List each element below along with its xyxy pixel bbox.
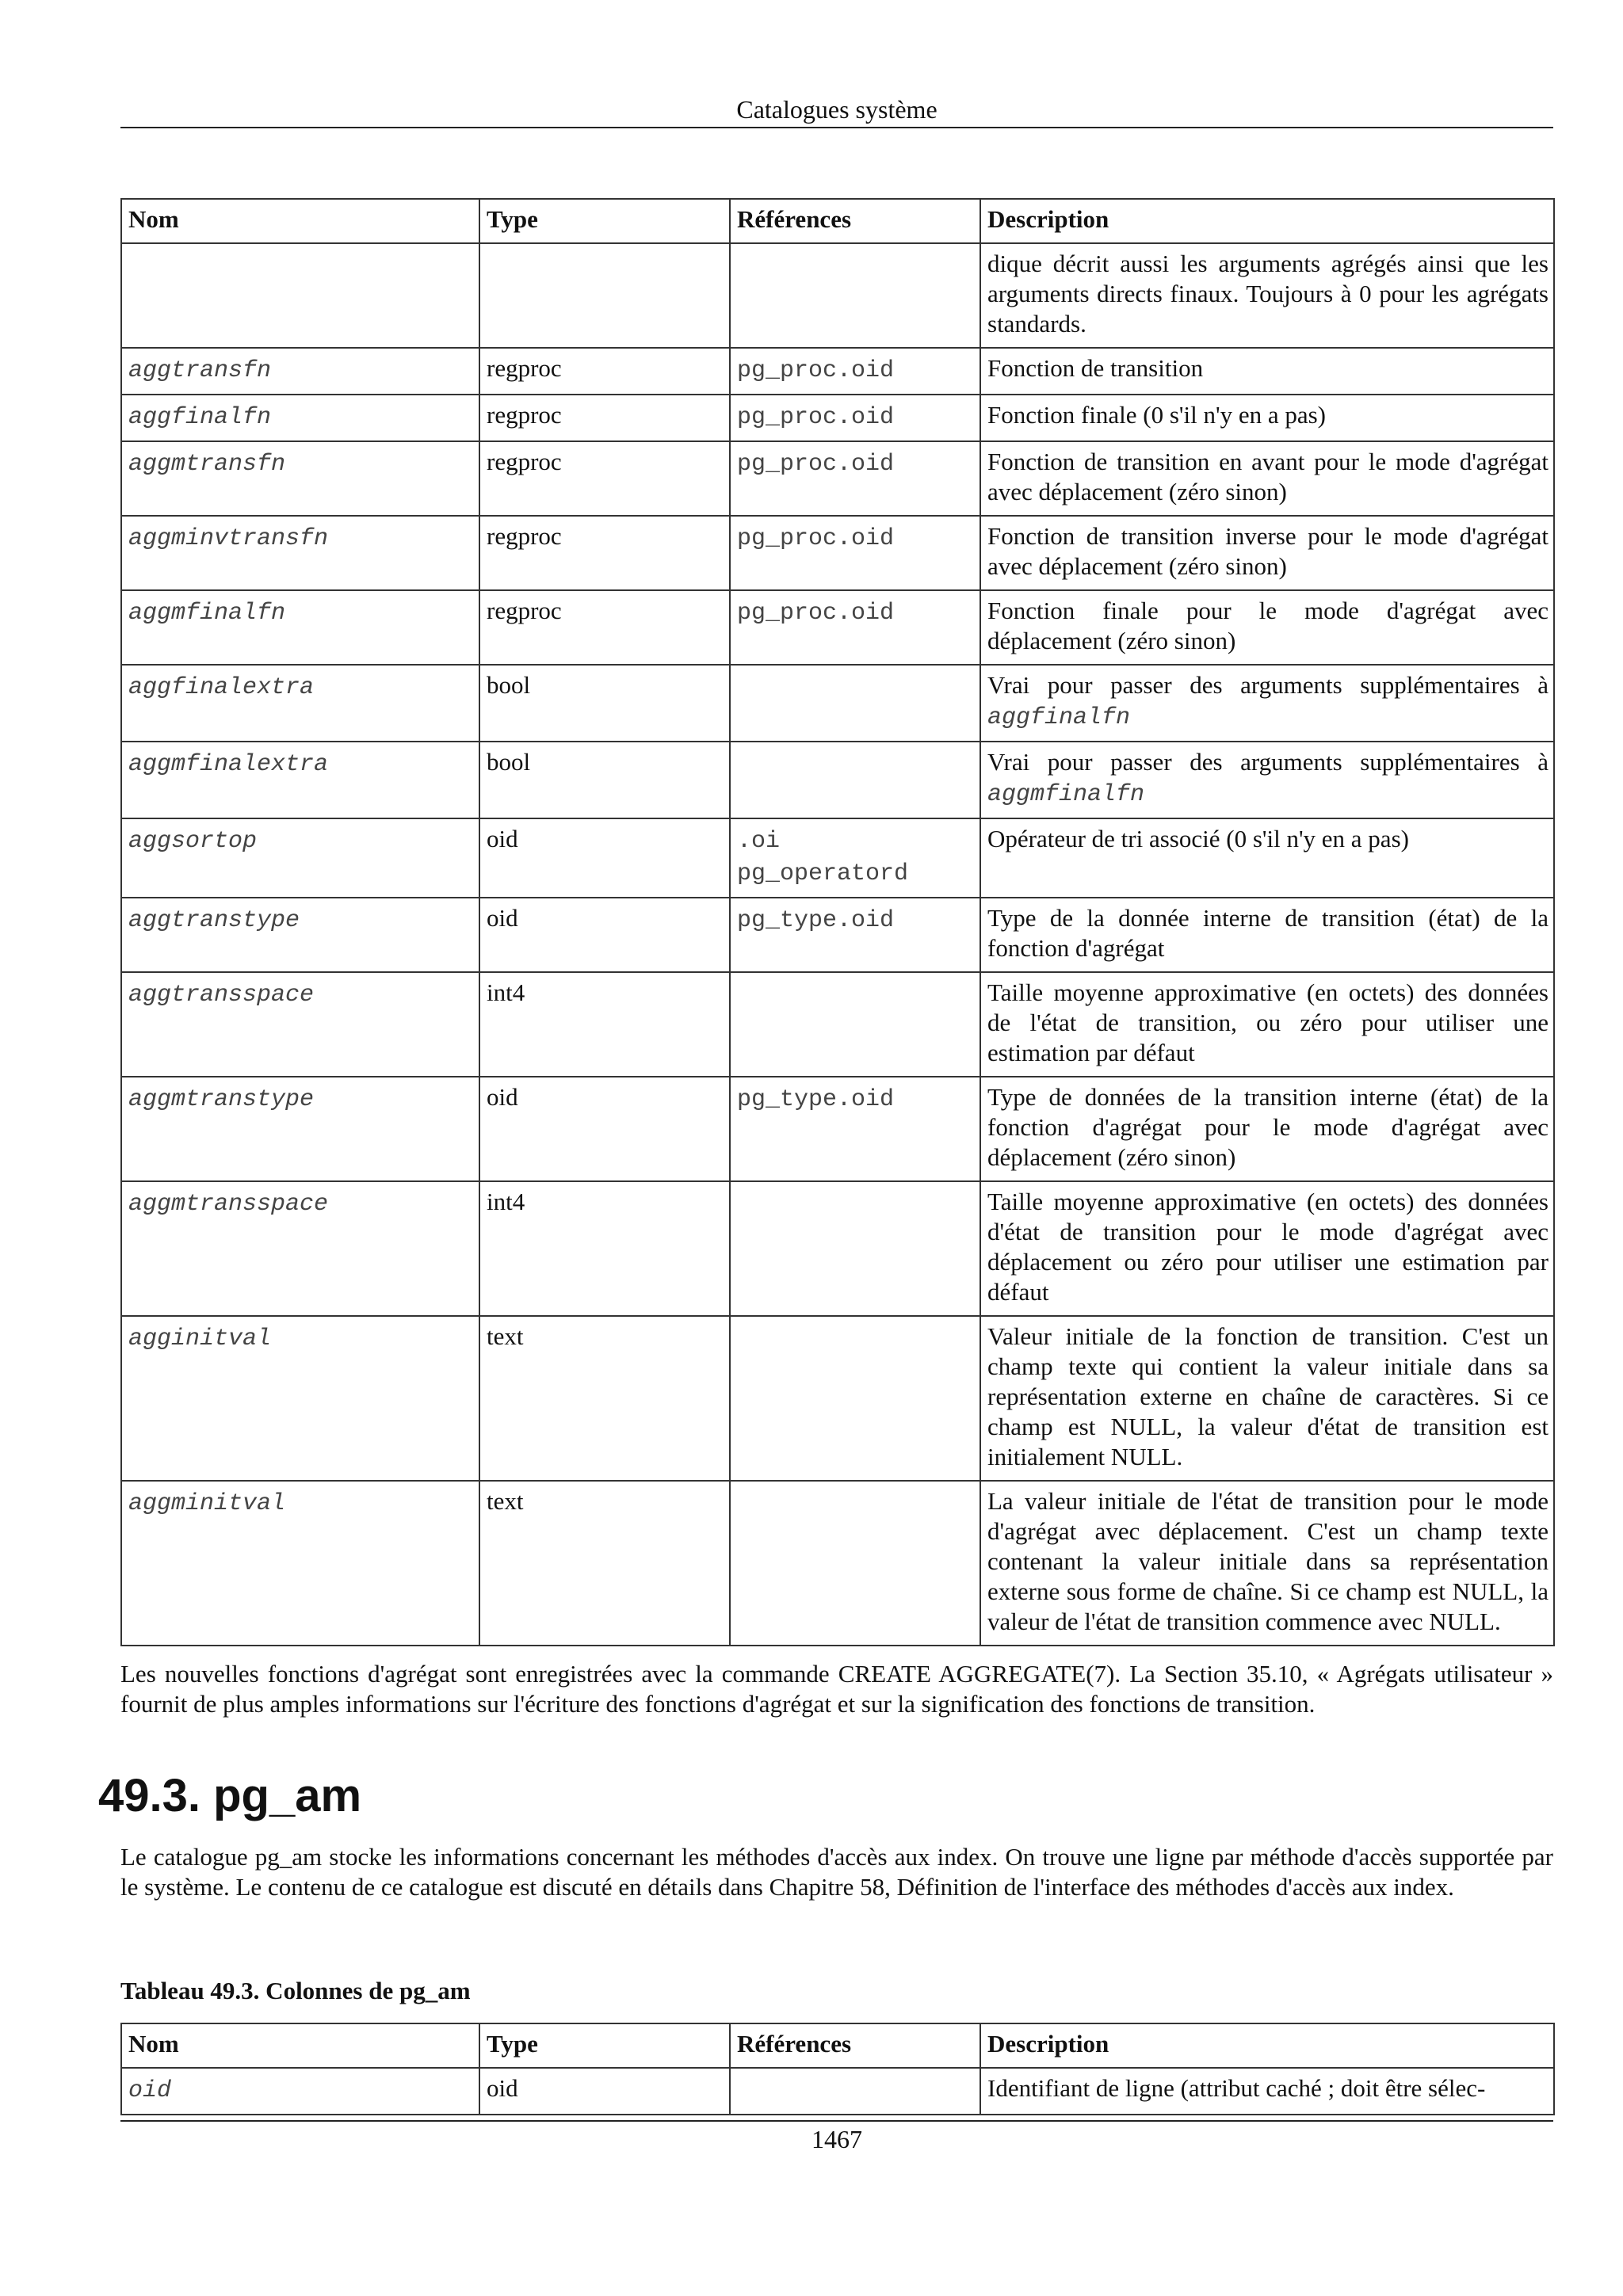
cell-name: aggminitval — [121, 1481, 479, 1646]
cell-name: aggtranstype — [121, 898, 479, 972]
cell-type: regproc — [479, 395, 730, 441]
cell-type — [479, 243, 730, 348]
cell-description: Fonction finale (0 s'il n'y en a pas) — [980, 395, 1554, 441]
column-header-type: Type — [479, 199, 730, 243]
cell-references — [730, 1181, 980, 1316]
table-row — [121, 1481, 1554, 1646]
column-header-references: Références — [730, 199, 980, 243]
cell-references — [730, 1481, 980, 1646]
table-row — [121, 1077, 1554, 1181]
section-heading: 49.3. pg_am — [98, 1770, 362, 1821]
cell-description: Vrai pour passer des arguments supplémentaires à aggmfinalfn — [980, 742, 1554, 818]
cell-name: aggtransfn — [121, 348, 479, 395]
cell-type: oid — [479, 818, 730, 898]
cell-description: Vrai pour passer des arguments supplémentaires à aggfinalfn — [980, 665, 1554, 742]
table-row — [121, 348, 1554, 395]
cell-type: int4 — [479, 1181, 730, 1316]
cell-description: Type de la donnée interne de transition (état) de la fonction d'agrégat — [980, 898, 1554, 972]
footer-divider — [120, 2120, 1553, 2122]
cell-description: Fonction de transition — [980, 348, 1554, 395]
cell-name: aggminvtransfn — [121, 516, 479, 590]
column-header-references: Références — [730, 2023, 980, 2068]
cell-references: pg_proc.oid — [730, 348, 980, 395]
page-number: 1467 — [812, 2125, 862, 2153]
cell-references: pg_proc.oid — [730, 516, 980, 590]
table-caption: Tableau 49.3. Colonnes de pg_am — [120, 1977, 471, 2004]
cell-type: regproc — [479, 441, 730, 516]
cell-type: oid — [479, 1077, 730, 1181]
table-row — [121, 590, 1554, 665]
cell-references: pg_type.oid — [730, 898, 980, 972]
table-row — [121, 441, 1554, 516]
running-header: Catalogues système — [736, 95, 938, 124]
cell-description: Identifiant de ligne (attribut caché ; doit être sélec- — [980, 2068, 1554, 2115]
cell-type: text — [479, 1481, 730, 1646]
header-divider — [120, 127, 1553, 128]
cell-description: Valeur initiale de la fonction de transition. C'est un champ texte qui contient la valeur initiale dans sa représentation externe en chaîne de caractères. Si ce champ est NULL, la valeur d'état de transition est initialement NULL. — [980, 1316, 1554, 1481]
cell-description: Fonction de transition inverse pour le mode d'agrégat avec déplacement (zéro sinon) — [980, 516, 1554, 590]
column-header-description: Description — [980, 2023, 1554, 2068]
cell-references — [730, 665, 980, 742]
table-row — [121, 665, 1554, 742]
cell-name: agginitval — [121, 1316, 479, 1481]
cell-name — [121, 243, 479, 348]
cell-name: aggmtranstype — [121, 1077, 479, 1181]
cell-references — [730, 742, 980, 818]
table-row — [121, 898, 1554, 972]
pg-am-columns-table — [120, 2023, 1555, 2115]
cell-type: regproc — [479, 590, 730, 665]
table-row — [121, 2068, 1554, 2115]
aggregate-columns-table — [120, 198, 1555, 1646]
cell-type: bool — [479, 665, 730, 742]
cell-type: regproc — [479, 348, 730, 395]
table-row — [121, 1316, 1554, 1481]
cell-name: oid — [121, 2068, 479, 2115]
table-row-continuation — [121, 243, 1554, 348]
cell-type: oid — [479, 2068, 730, 2115]
table-header-row — [121, 2023, 1554, 2068]
column-header-type: Type — [479, 2023, 730, 2068]
column-header-name: Nom — [121, 199, 479, 243]
cell-name: aggfinalfn — [121, 395, 479, 441]
cell-description: Fonction de transition en avant pour le mode d'agrégat avec déplacement (zéro sinon) — [980, 441, 1554, 516]
cell-name: aggsortop — [121, 818, 479, 898]
cell-name: aggmfinalextra — [121, 742, 479, 818]
table-row — [121, 516, 1554, 590]
cell-references: pg_type.oid — [730, 1077, 980, 1181]
cell-references: pg_proc.oid — [730, 395, 980, 441]
cell-name: aggfinalextra — [121, 665, 479, 742]
cell-references — [730, 243, 980, 348]
cell-type: int4 — [479, 972, 730, 1077]
cell-type: oid — [479, 898, 730, 972]
cell-name: aggtransspace — [121, 972, 479, 1077]
table-row — [121, 742, 1554, 818]
cell-name: aggmtransfn — [121, 441, 479, 516]
table-row — [121, 818, 1554, 898]
cell-description: Taille moyenne approximative (en octets) des données de l'état de transition, ou zéro pour utiliser une estimation par défaut — [980, 972, 1554, 1077]
cell-description: dique décrit aussi les arguments agrégés ainsi que les arguments directs finaux. Toujours à 0 pour les agrégats standards. — [980, 243, 1554, 348]
aggregate-note-paragraph: Les nouvelles fonctions d'agrégat sont enregistrées avec la commande CREATE AGGREGATE(7). La Section 35.10, « Agrégats utilisateur » fournit de plus amples informations sur l'écriture des fonctions d'agrégat et sur la signification des fonctions de transition. — [120, 1660, 1553, 1718]
cell-type: bool — [479, 742, 730, 818]
cell-description: Fonction finale pour le mode d'agrégat avec déplacement (zéro sinon) — [980, 590, 1554, 665]
cell-references — [730, 972, 980, 1077]
cell-description: La valeur initiale de l'état de transition pour le mode d'agrégat avec déplacement. C'est un champ texte contenant la valeur initiale dans sa représentation externe sous forme de chaîne. Si ce champ est NULL, la valeur de l'état de transition commence avec NULL. — [980, 1481, 1554, 1646]
cell-description: Opérateur de tri associé (0 s'il n'y en a pas) — [980, 818, 1554, 898]
cell-type: text — [479, 1316, 730, 1481]
cell-description: Taille moyenne approximative (en octets) des données d'état de transition pour le mode d'agrégat avec déplacement ou zéro pour utiliser une estimation par défaut — [980, 1181, 1554, 1316]
cell-references — [730, 2068, 980, 2115]
column-header-description: Description — [980, 199, 1554, 243]
table-row — [121, 972, 1554, 1077]
cell-name: aggmtransspace — [121, 1181, 479, 1316]
cell-references: pg_proc.oid — [730, 441, 980, 516]
cell-references: .oi pg_operatord — [730, 818, 980, 898]
section-intro-paragraph: Le catalogue pg_am stocke les informations concernant les méthodes d'accès aux index. On trouve une ligne par méthode d'accès supportée par le système. Le contenu de ce catalogue est discuté en détails dans Chapitre 58, Définition de l'interface des méthodes d'accès aux index. — [120, 1843, 1553, 1901]
cell-description: Type de données de la transition interne (état) de la fonction d'agrégat pour le mode d'agrégat avec déplacement (zéro sinon) — [980, 1077, 1554, 1181]
cell-type: regproc — [479, 516, 730, 590]
cell-references: pg_proc.oid — [730, 590, 980, 665]
table-header-row — [121, 199, 1554, 243]
column-header-name: Nom — [121, 2023, 479, 2068]
cell-name: aggmfinalfn — [121, 590, 479, 665]
table-row — [121, 395, 1554, 441]
table-row — [121, 1181, 1554, 1316]
cell-references — [730, 1316, 980, 1481]
